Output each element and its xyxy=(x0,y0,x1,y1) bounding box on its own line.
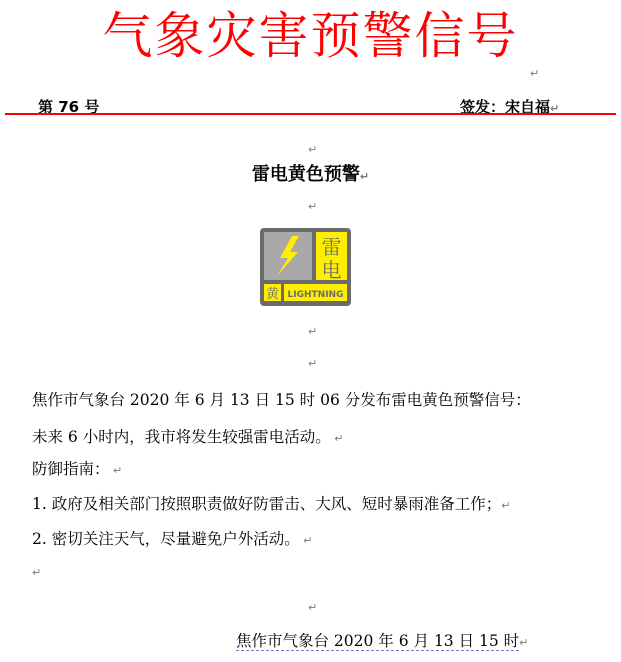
title-text: 气象灾害预警信号 xyxy=(102,7,519,65)
paragraph-mark-icon: ↵ xyxy=(519,636,529,649)
paragraph-mark-icon: ↵ xyxy=(109,464,123,477)
heading-text: 雷电黄色预警 xyxy=(251,164,360,185)
paragraph-mark-icon: ↵ xyxy=(308,200,318,213)
header-divider xyxy=(5,113,616,115)
icon-label-text: LIGHTNING xyxy=(287,290,344,300)
paragraph-mark-icon: ↵ xyxy=(359,170,370,183)
body-paragraph-text: 防御指南： xyxy=(32,460,110,478)
body-paragraph xyxy=(32,494,510,516)
paragraph-mark-icon: ↵ xyxy=(308,325,318,338)
paragraph-mark-icon: ↵ xyxy=(308,601,318,614)
paragraph-mark-icon: ↵ xyxy=(550,102,560,115)
paragraph-mark-icon: ↵ xyxy=(530,67,542,80)
paragraph-mark-icon: ↵ xyxy=(308,143,318,156)
body-paragraph xyxy=(32,427,343,449)
icon-char-bottom: 电 xyxy=(321,258,342,282)
paragraph-mark-icon: ↵ xyxy=(501,499,511,512)
issue-number: 第 76 号 xyxy=(38,98,100,116)
paragraph-mark-icon: ↵ xyxy=(32,566,42,579)
paragraph-mark-icon: ↵ xyxy=(308,357,318,370)
lightning-yellow-warning-icon xyxy=(259,227,352,307)
paragraph-mark-icon: ↵ xyxy=(299,534,313,547)
body-paragraph-text: 1. 政府及相关部门按照职责做好防雷击、大风、短时暴雨准备工作； xyxy=(32,495,502,513)
body-paragraph-text: 2. 密切关注天气，尽量避免户外活动。 xyxy=(32,530,300,548)
document-title xyxy=(0,4,621,80)
icon-char-top: 雷 xyxy=(321,235,342,259)
icon-level-char: 黄 xyxy=(265,287,280,302)
body-paragraph xyxy=(32,529,312,551)
body-paragraph xyxy=(32,459,122,481)
signature-text: 焦作市气象台 2020 年 6 月 13 日 15 时 xyxy=(236,632,520,650)
signer-text: 签发：宋自福 xyxy=(460,98,551,116)
body-paragraph: 焦作市气象台 2020 年 6 月 13 日 15 时 06 分发布雷电黄色预警信号： xyxy=(32,391,531,409)
body-paragraph-text: 未来 6 小时内，我市将发生较强雷电活动。 xyxy=(32,428,331,446)
paragraph-mark-icon: ↵ xyxy=(330,432,344,445)
signature-line xyxy=(236,631,528,653)
document-heading xyxy=(0,160,621,186)
